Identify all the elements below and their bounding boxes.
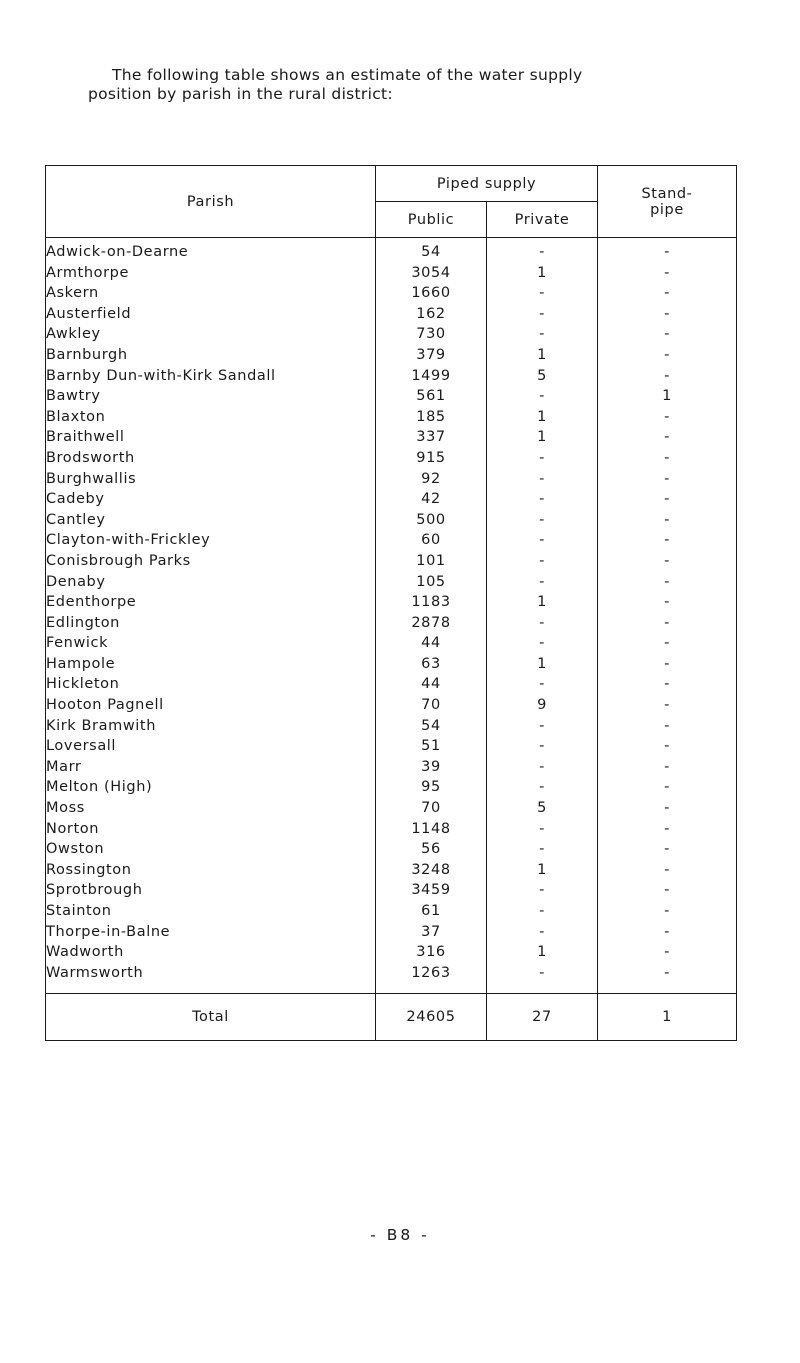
- cell-public: 95: [376, 777, 487, 798]
- cell-private: -: [487, 613, 598, 634]
- cell-public: 51: [376, 736, 487, 757]
- cell-private: -: [487, 551, 598, 572]
- cell-public: 1499: [376, 366, 487, 387]
- cell-private: -: [487, 510, 598, 531]
- cell-private: -: [487, 963, 598, 994]
- cell-standpipe: -: [598, 736, 737, 757]
- cell-standpipe: -: [598, 489, 737, 510]
- table-row: [46, 366, 737, 387]
- cell-private: -: [487, 757, 598, 778]
- cell-standpipe: -: [598, 407, 737, 428]
- cell-parish: Melton (High): [46, 777, 376, 798]
- cell-private: -: [487, 674, 598, 695]
- header-parish: Parish: [46, 166, 376, 238]
- table-row: [46, 716, 737, 737]
- cell-public: 92: [376, 469, 487, 490]
- cell-standpipe: -: [598, 798, 737, 819]
- cell-private: -: [487, 716, 598, 737]
- table-row: [46, 942, 737, 963]
- table-row: [46, 324, 737, 345]
- cell-standpipe: -: [598, 345, 737, 366]
- cell-public: 54: [376, 238, 487, 263]
- cell-standpipe: -: [598, 530, 737, 551]
- cell-private: -: [487, 819, 598, 840]
- cell-standpipe: -: [598, 366, 737, 387]
- table-body: [46, 238, 737, 994]
- intro-paragraph: [88, 66, 748, 104]
- total-standpipe: 1: [598, 994, 737, 1041]
- table-row: [46, 613, 737, 634]
- table-row: [46, 901, 737, 922]
- cell-private: 5: [487, 366, 598, 387]
- cell-parish: Loversall: [46, 736, 376, 757]
- table-row: [46, 238, 737, 263]
- cell-parish: Moss: [46, 798, 376, 819]
- table-row: [46, 654, 737, 675]
- table-row: [46, 448, 737, 469]
- cell-parish: Blaxton: [46, 407, 376, 428]
- cell-private: 1: [487, 654, 598, 675]
- cell-public: 39: [376, 757, 487, 778]
- cell-parish: Brodsworth: [46, 448, 376, 469]
- cell-parish: Austerfield: [46, 304, 376, 325]
- cell-standpipe: -: [598, 839, 737, 860]
- cell-standpipe: -: [598, 283, 737, 304]
- cell-parish: Askern: [46, 283, 376, 304]
- cell-standpipe: -: [598, 880, 737, 901]
- cell-public: 63: [376, 654, 487, 675]
- cell-parish: Kirk Bramwith: [46, 716, 376, 737]
- cell-standpipe: -: [598, 695, 737, 716]
- cell-parish: Conisbrough Parks: [46, 551, 376, 572]
- cell-public: 56: [376, 839, 487, 860]
- cell-public: 44: [376, 633, 487, 654]
- table-row: [46, 674, 737, 695]
- cell-public: 42: [376, 489, 487, 510]
- cell-parish: Burghwallis: [46, 469, 376, 490]
- cell-public: 1183: [376, 592, 487, 613]
- table-row: [46, 963, 737, 994]
- cell-private: -: [487, 469, 598, 490]
- cell-standpipe: -: [598, 304, 737, 325]
- table-row: [46, 407, 737, 428]
- table-row: [46, 736, 737, 757]
- cell-standpipe: -: [598, 324, 737, 345]
- table-row: [46, 633, 737, 654]
- cell-private: -: [487, 633, 598, 654]
- cell-standpipe: -: [598, 674, 737, 695]
- total-public: 24605: [376, 994, 487, 1041]
- cell-standpipe: -: [598, 427, 737, 448]
- table-row: [46, 469, 737, 490]
- cell-public: 337: [376, 427, 487, 448]
- table-row: [46, 551, 737, 572]
- cell-private: 1: [487, 345, 598, 366]
- cell-parish: Hooton Pagnell: [46, 695, 376, 716]
- cell-public: 2878: [376, 613, 487, 634]
- table-row: [46, 572, 737, 593]
- cell-public: 70: [376, 695, 487, 716]
- total-label: Total: [46, 994, 376, 1041]
- cell-parish: Norton: [46, 819, 376, 840]
- cell-public: 915: [376, 448, 487, 469]
- water-supply-table: [45, 165, 737, 1041]
- cell-parish: Owston: [46, 839, 376, 860]
- cell-parish: Cantley: [46, 510, 376, 531]
- header-standpipe-line-2: pipe: [650, 201, 684, 218]
- cell-parish: Braithwell: [46, 427, 376, 448]
- table-row: [46, 798, 737, 819]
- cell-private: -: [487, 839, 598, 860]
- cell-public: 37: [376, 922, 487, 943]
- cell-private: 9: [487, 695, 598, 716]
- table-row: [46, 510, 737, 531]
- cell-public: 500: [376, 510, 487, 531]
- cell-standpipe: -: [598, 448, 737, 469]
- cell-parish: Denaby: [46, 572, 376, 593]
- table-row: [46, 530, 737, 551]
- cell-private: 5: [487, 798, 598, 819]
- cell-standpipe: -: [598, 777, 737, 798]
- cell-public: 60: [376, 530, 487, 551]
- cell-private: -: [487, 238, 598, 263]
- table-row: [46, 283, 737, 304]
- cell-public: 379: [376, 345, 487, 366]
- table-row: [46, 860, 737, 881]
- cell-parish: Armthorpe: [46, 263, 376, 284]
- cell-parish: Thorpe-in-Balne: [46, 922, 376, 943]
- cell-private: -: [487, 448, 598, 469]
- cell-standpipe: -: [598, 633, 737, 654]
- table-row: [46, 880, 737, 901]
- cell-private: 1: [487, 942, 598, 963]
- cell-parish: Warmsworth: [46, 963, 376, 994]
- cell-standpipe: -: [598, 819, 737, 840]
- cell-public: 162: [376, 304, 487, 325]
- table-row: [46, 839, 737, 860]
- cell-parish: Edlington: [46, 613, 376, 634]
- table-row: [46, 386, 737, 407]
- cell-standpipe: -: [598, 860, 737, 881]
- cell-parish: Sprotbrough: [46, 880, 376, 901]
- cell-parish: Bawtry: [46, 386, 376, 407]
- total-private: 27: [487, 994, 598, 1041]
- cell-standpipe: -: [598, 757, 737, 778]
- cell-parish: Wadworth: [46, 942, 376, 963]
- cell-private: -: [487, 489, 598, 510]
- cell-private: 1: [487, 263, 598, 284]
- table-row: [46, 777, 737, 798]
- cell-public: 105: [376, 572, 487, 593]
- cell-private: -: [487, 777, 598, 798]
- cell-standpipe: 1: [598, 386, 737, 407]
- cell-standpipe: -: [598, 469, 737, 490]
- cell-standpipe: -: [598, 963, 737, 994]
- cell-public: 3248: [376, 860, 487, 881]
- cell-private: -: [487, 880, 598, 901]
- cell-standpipe: -: [598, 942, 737, 963]
- cell-parish: Awkley: [46, 324, 376, 345]
- cell-private: 1: [487, 427, 598, 448]
- cell-private: -: [487, 304, 598, 325]
- cell-private: 1: [487, 860, 598, 881]
- cell-public: 1660: [376, 283, 487, 304]
- cell-parish: Cadeby: [46, 489, 376, 510]
- header-private: Private: [487, 202, 598, 238]
- cell-standpipe: -: [598, 716, 737, 737]
- cell-parish: Fenwick: [46, 633, 376, 654]
- total-row: [46, 994, 737, 1041]
- cell-standpipe: -: [598, 238, 737, 263]
- header-standpipe-line-1: Stand-: [641, 185, 693, 202]
- cell-public: 316: [376, 942, 487, 963]
- cell-private: -: [487, 324, 598, 345]
- table-row: [46, 489, 737, 510]
- cell-standpipe: -: [598, 613, 737, 634]
- cell-private: -: [487, 386, 598, 407]
- cell-standpipe: -: [598, 263, 737, 284]
- table-row: [46, 304, 737, 325]
- cell-public: 44: [376, 674, 487, 695]
- cell-public: 1263: [376, 963, 487, 994]
- cell-parish: Barnby Dun-with-Kirk Sandall: [46, 366, 376, 387]
- table-row: [46, 695, 737, 716]
- cell-parish: Barnburgh: [46, 345, 376, 366]
- cell-parish: Clayton-with-Frickley: [46, 530, 376, 551]
- cell-public: 1148: [376, 819, 487, 840]
- cell-public: 185: [376, 407, 487, 428]
- cell-public: 101: [376, 551, 487, 572]
- header-public: Public: [376, 202, 487, 238]
- cell-private: 1: [487, 407, 598, 428]
- header-piped-supply: Piped supply: [376, 166, 598, 202]
- cell-parish: Hampole: [46, 654, 376, 675]
- table-row: [46, 263, 737, 284]
- cell-parish: Stainton: [46, 901, 376, 922]
- cell-parish: Adwick-on-Dearne: [46, 238, 376, 263]
- header-standpipe: [598, 166, 737, 238]
- cell-public: 3054: [376, 263, 487, 284]
- cell-public: 561: [376, 386, 487, 407]
- cell-public: 61: [376, 901, 487, 922]
- cell-parish: Rossington: [46, 860, 376, 881]
- cell-standpipe: -: [598, 654, 737, 675]
- cell-private: -: [487, 283, 598, 304]
- cell-standpipe: -: [598, 901, 737, 922]
- cell-parish: Edenthorpe: [46, 592, 376, 613]
- cell-standpipe: -: [598, 551, 737, 572]
- intro-line-1: The following table shows an estimate of the water supply: [112, 66, 583, 84]
- table-row: [46, 427, 737, 448]
- table-row: [46, 592, 737, 613]
- cell-private: -: [487, 530, 598, 551]
- table-row: [46, 345, 737, 366]
- table-row: [46, 757, 737, 778]
- cell-private: -: [487, 572, 598, 593]
- table-row: [46, 922, 737, 943]
- cell-private: 1: [487, 592, 598, 613]
- cell-public: 54: [376, 716, 487, 737]
- cell-private: -: [487, 901, 598, 922]
- cell-private: -: [487, 922, 598, 943]
- cell-public: 3459: [376, 880, 487, 901]
- cell-standpipe: -: [598, 922, 737, 943]
- cell-standpipe: -: [598, 592, 737, 613]
- cell-public: 70: [376, 798, 487, 819]
- cell-standpipe: -: [598, 572, 737, 593]
- cell-private: -: [487, 736, 598, 757]
- cell-public: 730: [376, 324, 487, 345]
- cell-parish: Hickleton: [46, 674, 376, 695]
- intro-line-2: position by parish in the rural district:: [88, 85, 393, 103]
- table-row: [46, 819, 737, 840]
- cell-standpipe: -: [598, 510, 737, 531]
- cell-parish: Marr: [46, 757, 376, 778]
- page-number: - B8 -: [370, 1226, 430, 1244]
